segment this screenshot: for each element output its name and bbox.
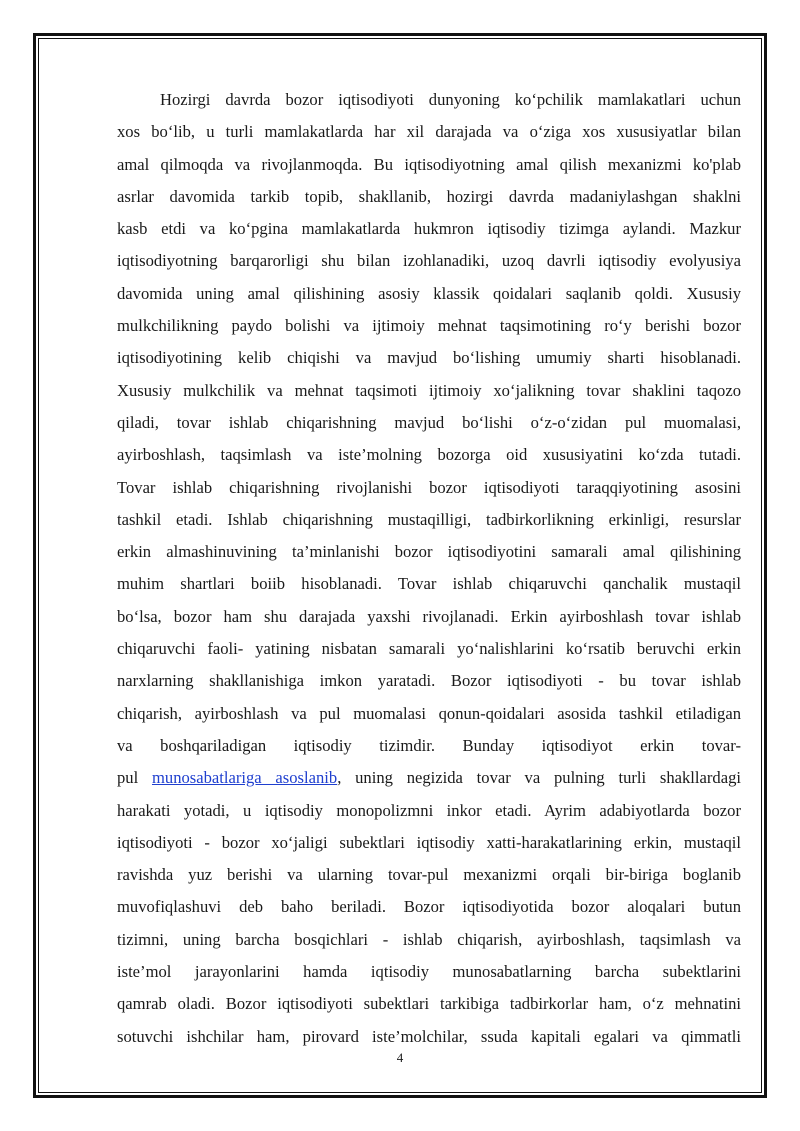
text-line: iqtisodiyotining kelib chiqishi va mavjud bo‘lishing umumiy sharti hisoblanadi.	[117, 348, 741, 368]
text-line: asrlar davomida tarkib topib, shakllanib, hozirgi davrda madaniylashgan shaklni	[117, 186, 741, 206]
text-line: tashkil etadi. Ishlab chiqarishning mustaqilligi, tadbirkorlikning erkinligi, resurslar	[117, 509, 741, 529]
text-line: davomida uning amal qilishining asosiy klassik qoidalari saqlanib qoldi. Xususiy	[117, 283, 741, 303]
body-text	[117, 84, 741, 1053]
link-prefix-text: pul	[117, 768, 152, 788]
text-line: ravishda yuz berishi va ularning tovar-pul mexanizmi orqali bir-biriga boglanib	[117, 865, 741, 885]
text-line: ayirboshlash, taqsimlash va iste’molning bozorga oid xususiyatini ko‘zda tutadi.	[117, 445, 741, 465]
text-line: Hozirgi davrda bozor iqtisodiyoti dunyoning ko‘pchilik mamlakatlari uchun	[160, 90, 741, 109]
text-line: mulkchilikning paydo bolishi va ijtimoiy mehnat taqsimotining ro‘y berishi bozor	[117, 316, 741, 336]
link-suffix-text: , uning negizida tovar va pulning turli shakllardagi	[337, 768, 741, 788]
text-line-with-link	[117, 762, 741, 794]
text-line: kasb etdi va ko‘pgina mamlakatlarda hukmron iqtisodiy tizimga aylandi. Mazkur	[117, 219, 741, 239]
text-line: tizimni, uning barcha bosqichlari - ishlab chiqarish, ayirboshlash, taqsimlash va	[117, 929, 741, 949]
text-line: bo‘lsa, bozor ham shu darajada yaxshi rivojlanadi. Erkin ayirboshlash tovar ishlab	[117, 606, 741, 626]
text-line: qiladi, tovar ishlab chiqarishning mavjud bo‘lishi o‘z-o‘zidan pul muomalasi,	[117, 412, 741, 432]
text-line: chiqarish, ayirboshlash va pul muomalasi qonun-qoidalari asosida tashkil etiladigan	[117, 703, 741, 723]
text-line: erkin almashinuvining ta’minlanishi bozor iqtisodiyotini samarali amal qilishining	[117, 542, 741, 562]
text-line: qamrab oladi. Bozor iqtisodiyoti subektlari tarkibiga tadbirkorlar ham, o‘z mehnatini	[117, 994, 741, 1014]
munosabatlariga-asoslanib-link[interactable]: munosabatlariga asoslanib	[151, 768, 338, 788]
text-line: iqtisodiyoti - bozor xo‘jaligi subektlari iqtisodiy xatti-harakatlarining erkin, mustaqil	[117, 832, 741, 852]
text-line: chiqaruvchi faoli- yatining nisbatan samarali yo‘nalishlarini ko‘rsatib beruvchi erkin	[117, 639, 741, 659]
text-line: amal qilmoqda va rivojlanmoqda. Bu iqtisodiyotning amal qilish mexanizmi ko'plab	[117, 154, 741, 174]
text-line: iste’mol jarayonlarini hamda iqtisodiy munosabatlarning barcha subektlarini	[117, 962, 741, 982]
text-line: muhim shartlari boiib hisoblanadi. Tovar ishlab chiqaruvchi qanchalik mustaqil	[117, 574, 741, 594]
text-line: sotuvchi ishchilar ham, pirovard iste’molchilar, ssuda kapitali egalari va qimmatli	[117, 1026, 741, 1046]
text-line: iqtisodiyotning barqarorligi shu bilan izohlanadiki, uzoq davrli iqtisodiy evolyusiya	[117, 251, 741, 271]
text-line: narxlarning shakllanishiga imkon yaratadi. Bozor iqtisodiyoti - bu tovar ishlab	[117, 671, 741, 691]
text-line: muvofiqlashuvi deb baho beriladi. Bozor iqtisodiyotida bozor aloqalari butun	[117, 897, 741, 917]
text-line: Tovar ishlab chiqarishning rivojlanishi bozor iqtisodiyoti taraqqiyotining asosini	[117, 477, 741, 497]
page-number: 4	[396, 1050, 404, 1065]
text-line: va boshqariladigan iqtisodiy tizimdir. Bunday iqtisodiyot erkin tovar-	[117, 735, 741, 755]
text-line: harakati yotadi, u iqtisodiy monopolizmni inkor etadi. Ayrim adabiyotlarda bozor	[117, 800, 741, 820]
text-line: Xususiy mulkchilik va mehnat taqsimoti ijtimoiy xo‘jalikning tovar shaklini taqozo	[117, 380, 741, 400]
text-line: xos bo‘lib, u turli mamlakatlarda har xil darajada va o‘ziga xos xususiyatlar bilan	[117, 122, 741, 142]
